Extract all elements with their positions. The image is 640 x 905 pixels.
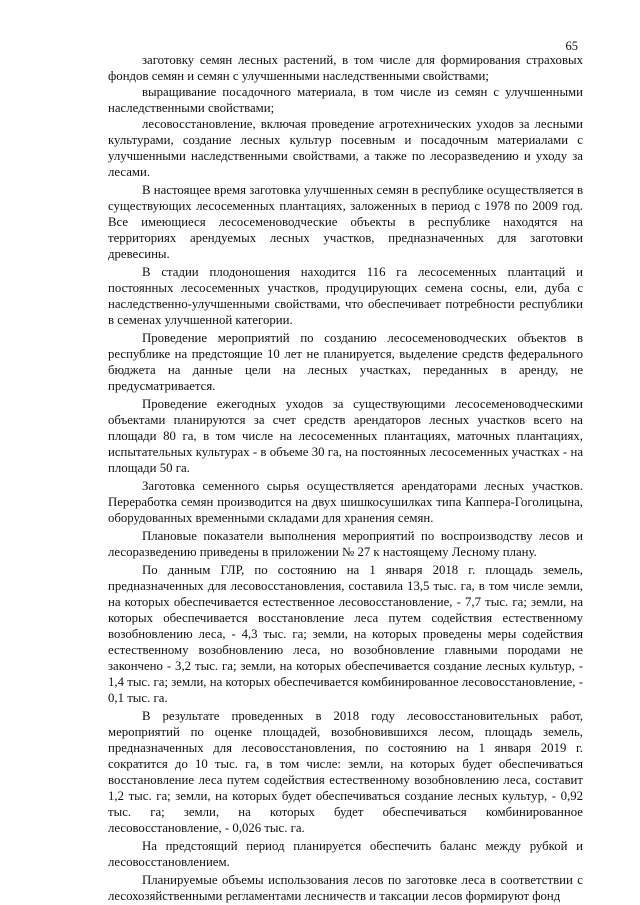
paragraph: В стадии плодоношения находится 116 га лесосеменных плантаций и постоянных лесосеменных участков, продуцирующих семена сосны, ели, дуба с наследственно-улучшенными свойствами, что обеспечивает потребности республики в семенах улучшенной категории. xyxy=(108,265,583,327)
paragraph: лесовосстановление, включая проведение агротехнических уходов за лесными культурами, создание лесных культур посевным и посадочным материалами с улучшенными наследственными свойствами, а также по лесоразведению и уходу за лесами. xyxy=(108,117,583,179)
page-number: 65 xyxy=(565,39,578,53)
paragraph: По данным ГЛР, по состоянию на 1 января 2018 г. площадь земель, предназначенных для лесовосстановления, составила 13,5 тыс. га, в том числе земли, на которых обеспечивается естественное лесовосстановление, - 7,7 тыс. га; земли, на которых обеспечивается восстановление леса путем содействия естественному возобновлению леса, - 4,3 тыс. га; земли, на которых проведены меры содействия естественному возобновлению леса, но возобновление главными породами не закончено - 3,2 тыс. га; земли, на которых обеспечивается создание лесных культур, - 1,4 тыс. га; земли, на которых обеспечивается комбинированное лесовосстановление, - 0,1 тыс. га. xyxy=(108,563,583,705)
paragraph: заготовку семян лесных растений, в том числе для формирования страховых фондов семян и семян с улучшенными наследственными свойствами; xyxy=(108,53,583,83)
body-text xyxy=(108,52,583,904)
paragraph: Планируемые объемы использования лесов по заготовке леса в соответствии с лесохозяйственными регламентами лесничеств и таксации лесов формируют фонд xyxy=(108,873,583,903)
paragraph: выращивание посадочного материала, в том числе из семян с улучшенными наследственными свойствами; xyxy=(108,85,583,115)
paragraph: Плановые показатели выполнения мероприятий по воспроизводству лесов и лесоразведению приведены в приложении № 27 к настоящему Лесному плану. xyxy=(108,529,583,559)
paragraph: В результате проведенных в 2018 году лесовосстановительных работ, мероприятий по оценке площадей, возобновившихся лесом, площадь земель, предназначенных для лесовосстановления, по состоянию на 1 января 2019 г. сократится до 10 тыс. га, в том числе: земли, на которых будет обеспечиваться восстановление леса путем содействия естественному возобновлению леса, составит 1,2 тыс. га; земли, на которых будет обеспечиваться создание лесных культур, - 0,92 тыс. га; земли, на которых будет обеспечиваться комбинированное лесовосстановление, - 0,026 тыс. га. xyxy=(108,709,583,835)
paragraph: Проведение мероприятий по созданию лесосеменоводческих объектов в республике на предстоящие 10 лет не планируется, выделение средств федерального бюджета на данные цели на лесных участках, переданных в аренду, не предусматривается. xyxy=(108,331,583,393)
paragraph: Проведение ежегодных уходов за существующими лесосеменоводческими объектами планируются за счет средств арендаторов лесных участков всего на площади 80 га, в том числе на лесосеменных плантациях, маточных плантациях, испытательных культурах - в объеме 30 га, на постоянных лесосеменных участках - на площади 50 га. xyxy=(108,397,583,475)
paragraph: Заготовка семенного сырья осуществляется арендаторами лесных участков. Переработка семян производится на двух шишкосушилках типа Каппера-Гоголицына, оборудованных временными складами для хранения семян. xyxy=(108,479,583,525)
paragraph: На предстоящий период планируется обеспечить баланс между рубкой и лесовосстановлением. xyxy=(108,839,583,869)
paragraph: В настоящее время заготовка улучшенных семян в республике осуществляется в существующих лесосеменных плантациях, заложенных в период с 1978 по 2009 год. Все имеющиеся лесосеменоводческие объекты в республике находятся на территориях арендуемых лесных участков, предназначенных для заготовки древесины. xyxy=(108,183,583,261)
